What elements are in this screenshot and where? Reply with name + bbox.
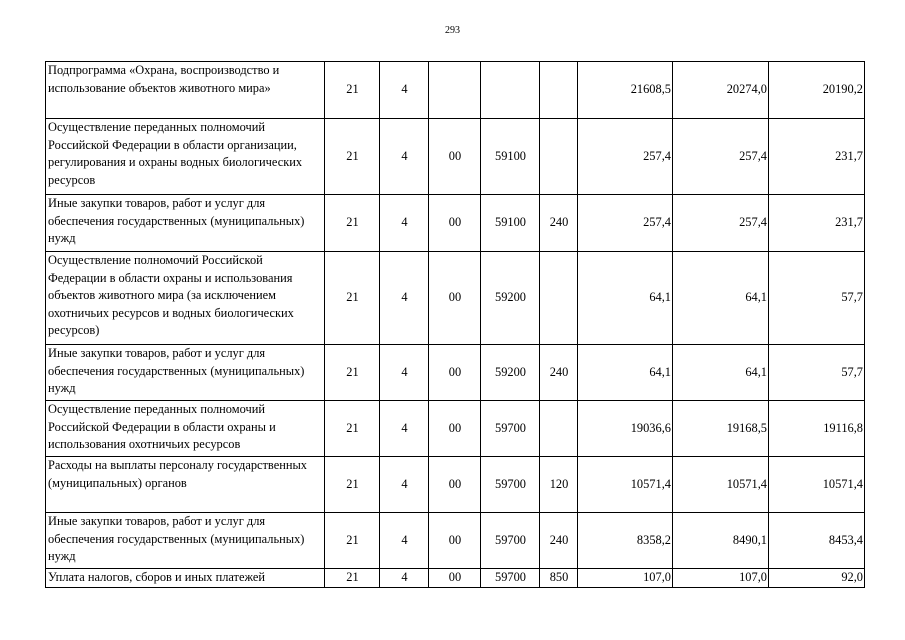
amount-year-1: 107,0 <box>578 569 673 588</box>
expense-type-code <box>540 119 578 195</box>
subsection-code <box>429 62 481 119</box>
amount-year-1: 19036,6 <box>578 401 673 457</box>
amount-year-3: 19116,8 <box>769 401 865 457</box>
row-name: Осуществление переданных полномочий Российской Федерации в области организации, регулирования и охраны водных биологических ресурсов <box>46 119 325 195</box>
ministry-code: 21 <box>325 401 380 457</box>
section-code: 4 <box>380 513 429 569</box>
table-row <box>46 345 865 401</box>
amount-year-1: 257,4 <box>578 195 673 252</box>
subsection-code: 00 <box>429 569 481 588</box>
amount-year-1: 8358,2 <box>578 513 673 569</box>
ministry-code: 21 <box>325 457 380 513</box>
target-code <box>481 62 540 119</box>
expense-type-code <box>540 252 578 345</box>
amount-year-2: 8490,1 <box>673 513 769 569</box>
amount-year-1: 257,4 <box>578 119 673 195</box>
table-row <box>46 457 865 513</box>
table-row <box>46 195 865 252</box>
ministry-code: 21 <box>325 195 380 252</box>
row-name: Иные закупки товаров, работ и услуг для обеспечения государственных (муниципальных) нужд <box>46 513 325 569</box>
amount-year-2: 257,4 <box>673 195 769 252</box>
target-code: 59700 <box>481 401 540 457</box>
amount-year-3: 92,0 <box>769 569 865 588</box>
amount-year-3: 10571,4 <box>769 457 865 513</box>
amount-year-2: 64,1 <box>673 345 769 401</box>
amount-year-2: 107,0 <box>673 569 769 588</box>
expense-type-code: 120 <box>540 457 578 513</box>
expense-type-code: 850 <box>540 569 578 588</box>
amount-year-2: 257,4 <box>673 119 769 195</box>
subsection-code: 00 <box>429 345 481 401</box>
subsection-code: 00 <box>429 401 481 457</box>
amount-year-3: 231,7 <box>769 119 865 195</box>
amount-year-1: 64,1 <box>578 252 673 345</box>
table-row <box>46 62 865 119</box>
section-code: 4 <box>380 457 429 513</box>
row-name: Расходы на выплаты персоналу государственных (муниципальных) органов <box>46 457 325 513</box>
amount-year-2: 19168,5 <box>673 401 769 457</box>
target-code: 59700 <box>481 569 540 588</box>
target-code: 59100 <box>481 119 540 195</box>
amount-year-3: 57,7 <box>769 252 865 345</box>
section-code: 4 <box>380 119 429 195</box>
amount-year-2: 64,1 <box>673 252 769 345</box>
budget-table <box>45 61 865 588</box>
expense-type-code: 240 <box>540 345 578 401</box>
subsection-code: 00 <box>429 195 481 252</box>
table-row <box>46 513 865 569</box>
expense-type-code: 240 <box>540 195 578 252</box>
page-number: 293 <box>445 25 460 36</box>
target-code: 59700 <box>481 457 540 513</box>
expense-type-code <box>540 62 578 119</box>
target-code: 59700 <box>481 513 540 569</box>
target-code: 59100 <box>481 195 540 252</box>
ministry-code: 21 <box>325 252 380 345</box>
amount-year-3: 57,7 <box>769 345 865 401</box>
amount-year-3: 8453,4 <box>769 513 865 569</box>
row-name: Иные закупки товаров, работ и услуг для обеспечения государственных (муниципальных) нужд <box>46 195 325 252</box>
amount-year-1: 21608,5 <box>578 62 673 119</box>
ministry-code: 21 <box>325 569 380 588</box>
subsection-code: 00 <box>429 252 481 345</box>
section-code: 4 <box>380 345 429 401</box>
row-name: Подпрограмма «Охрана, воспроизводство и использование объектов животного мира» <box>46 62 325 119</box>
row-name: Уплата налогов, сборов и иных платежей <box>46 569 325 588</box>
section-code: 4 <box>380 401 429 457</box>
section-code: 4 <box>380 62 429 119</box>
target-code: 59200 <box>481 252 540 345</box>
expense-type-code <box>540 401 578 457</box>
section-code: 4 <box>380 195 429 252</box>
subsection-code: 00 <box>429 513 481 569</box>
row-name: Иные закупки товаров, работ и услуг для обеспечения государственных (муниципальных) нужд <box>46 345 325 401</box>
expense-type-code: 240 <box>540 513 578 569</box>
ministry-code: 21 <box>325 62 380 119</box>
amount-year-1: 64,1 <box>578 345 673 401</box>
amount-year-2: 10571,4 <box>673 457 769 513</box>
section-code: 4 <box>380 569 429 588</box>
ministry-code: 21 <box>325 513 380 569</box>
section-code: 4 <box>380 252 429 345</box>
row-name: Осуществление полномочий Российской Федерации в области охраны и использования объектов животного мира (за исключением охотничьих ресурсов и водных биологических ресурсов) <box>46 252 325 345</box>
row-name: Осуществление переданных полномочий Российской Федерации в области охраны и использования охотничьих ресурсов <box>46 401 325 457</box>
subsection-code: 00 <box>429 457 481 513</box>
subsection-code: 00 <box>429 119 481 195</box>
table-row <box>46 401 865 457</box>
ministry-code: 21 <box>325 119 380 195</box>
amount-year-3: 20190,2 <box>769 62 865 119</box>
amount-year-1: 10571,4 <box>578 457 673 513</box>
target-code: 59200 <box>481 345 540 401</box>
ministry-code: 21 <box>325 345 380 401</box>
table-row <box>46 119 865 195</box>
table-row <box>46 569 865 588</box>
amount-year-3: 231,7 <box>769 195 865 252</box>
amount-year-2: 20274,0 <box>673 62 769 119</box>
table-row <box>46 252 865 345</box>
